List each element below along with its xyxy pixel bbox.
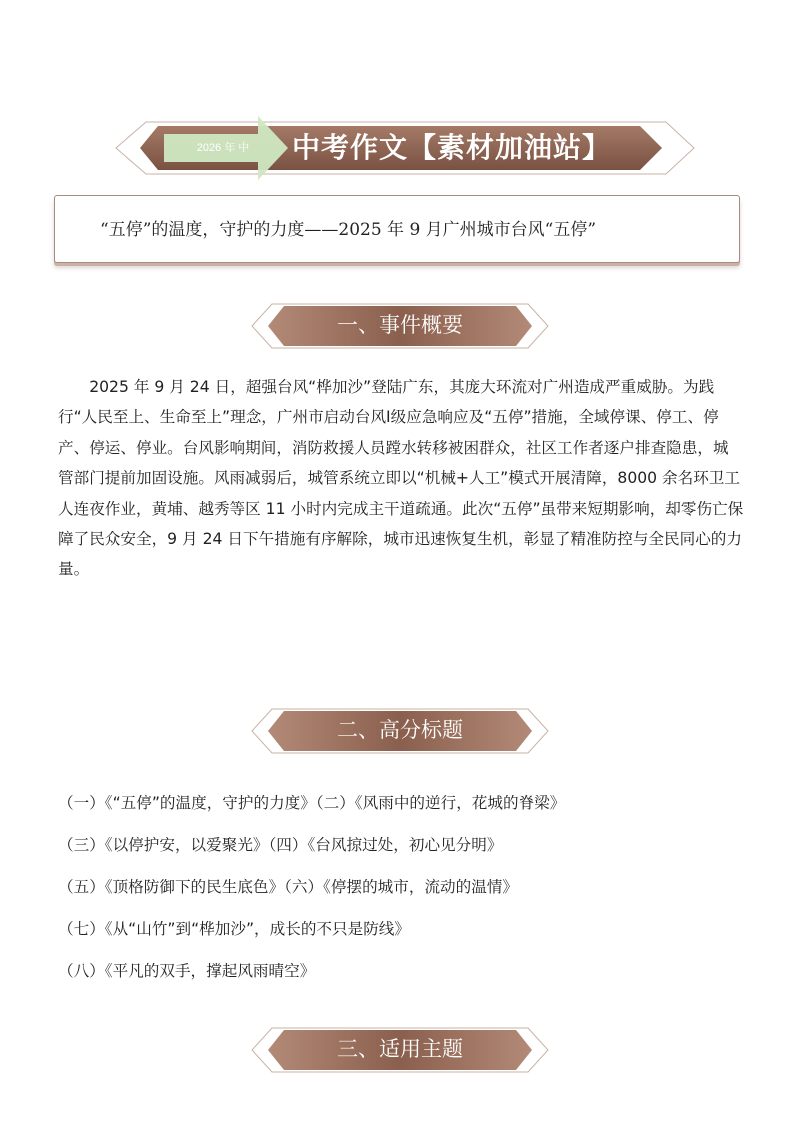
section-title: 三、适用主题 — [337, 1037, 463, 1061]
page-title: 中考作文【素材加油站】 — [292, 131, 612, 164]
subtitle-text: “五停”的温度，守护的力度——2025 年 9 月广州城市台风“五停” — [100, 220, 597, 240]
section-header-headlines — [250, 703, 550, 759]
headline-item: （一）《“五停”的温度，守护的力度》（二）《风雨中的逆行，花城的脊梁》 — [58, 794, 566, 812]
section-header-themes — [250, 1022, 550, 1078]
banner-year-tag: 2026 年 中 — [196, 142, 250, 154]
section-header-summary — [250, 298, 550, 354]
headline-item: （八）《平凡的双手，撑起风雨晴空》 — [58, 962, 316, 980]
headline-item: （三）《以停护安，以爱聚光》（四）《台风掠过处，初心见分明》 — [58, 836, 503, 854]
event-summary-paragraph: 2025 年 9 月 24 日，超强台风“桦加沙”登陆广东，其庞大环流对广州造成严重威胁。为践行“人民至上、生命至上”理念，广州市启动台风Ⅰ级应急响应及“五停”措施，全域停课、停工、停产、停运、停业。台风影响期间，消防救援人员蹚水转移被困群众，社区工作者逐户排查隐患，城管部门提前加固设施。风雨减弱后，城管系统立即以“机械+人工”模式开展清障，8000 余名环卫工人连夜作业，黄埔、越秀等区 11 小时内完成主干道疏通。此次“五停”虽带来短期影响，却零伤亡保障了民众安全，9 月 24 日下午措施有序解除，城市迅速恢复生机，彰显了精准防控与全民同心的力量。 — [58, 378, 744, 579]
headline-item: （五）《顶格防御下的民生底色》（六）《停摆的城市，流动的温情》 — [58, 878, 519, 896]
section-title: 二、高分标题 — [337, 718, 463, 742]
section-title: 一、事件概要 — [337, 313, 463, 337]
headline-item: （七）《从“山竹”到“桦加沙”，成长的不只是防线》 — [58, 920, 410, 938]
